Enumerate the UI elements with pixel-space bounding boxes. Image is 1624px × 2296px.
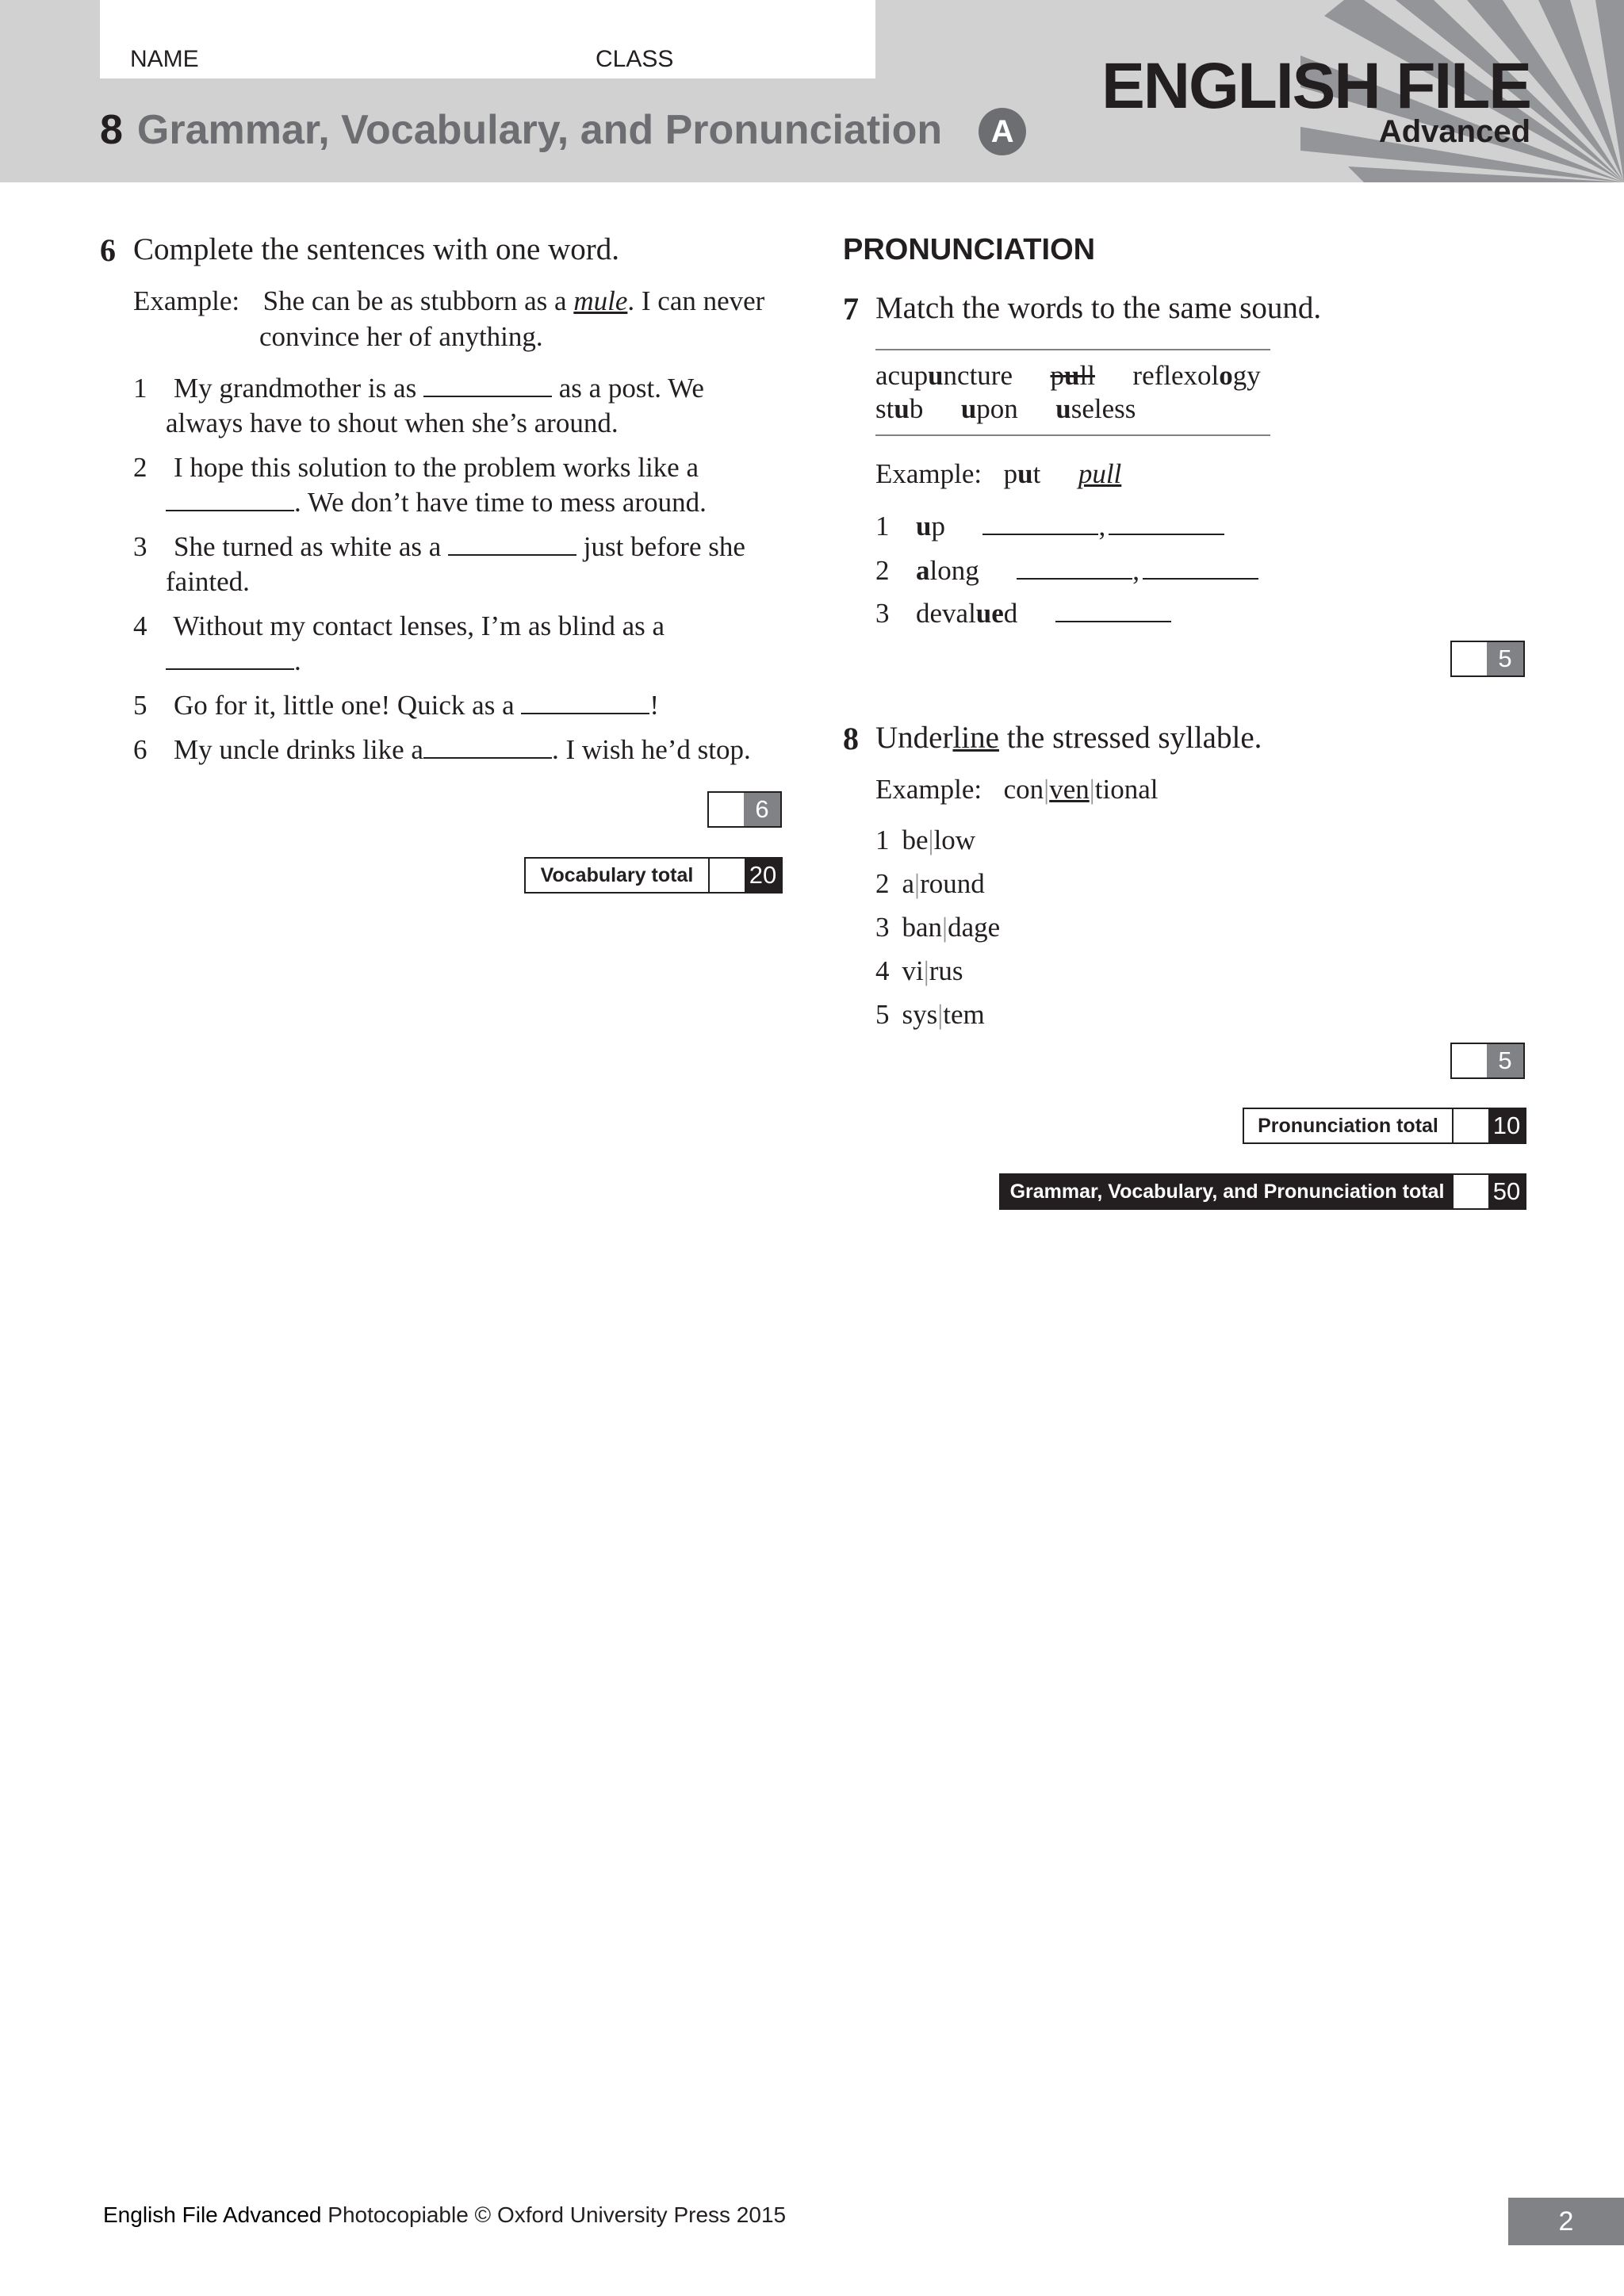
word-box-rule-top	[875, 349, 1270, 350]
word-stub: stub	[875, 393, 924, 424]
grand-total-label: Grammar, Vocabulary, and Pronunciation total	[1001, 1175, 1454, 1208]
answer-blank[interactable]	[1055, 599, 1171, 622]
example-line: Example: con|ven|tional	[875, 774, 1159, 805]
example-text-after: . I can never	[627, 285, 765, 316]
answer-blank[interactable]	[982, 511, 1098, 535]
footer-text: Photocopiable © Oxford University Press 2015	[321, 2202, 787, 2227]
example-text: She can be as stubborn as a	[262, 285, 567, 316]
item-text: I hope this solution to the problem works like a	[174, 452, 699, 483]
list-item	[133, 450, 699, 485]
example-line	[133, 284, 764, 319]
grand-total-max: 50	[1488, 1175, 1525, 1208]
answer-blank[interactable]	[521, 691, 649, 714]
item-word: along	[916, 555, 979, 586]
list-item-cont: always have to shout when she’s around.	[166, 408, 619, 438]
item-text: as a post. We	[558, 373, 704, 404]
answer-blank[interactable]	[166, 646, 294, 670]
example-word: put	[1003, 458, 1041, 489]
question-instruction: Underline the stressed syllable.	[875, 721, 1262, 755]
version-badge: A	[979, 108, 1026, 155]
item-text: Without my contact lenses, I’m as blind as a	[173, 610, 665, 641]
list-item: 5 sys|tem	[875, 999, 985, 1030]
syllable[interactable]: dage	[948, 912, 1001, 943]
answer-blank[interactable]	[1109, 511, 1224, 535]
answer-blank[interactable]	[448, 532, 576, 556]
name-label: NAME	[130, 46, 199, 72]
score-max: 5	[1487, 642, 1523, 675]
list-item	[133, 733, 751, 767]
word-box-rule-bottom	[875, 434, 1270, 436]
item-text: . I wish he’d stop.	[551, 734, 751, 765]
item-number: 3	[133, 531, 147, 562]
syllable: tional	[1094, 774, 1159, 805]
syllable[interactable]: low	[933, 825, 976, 855]
question-number: 8	[843, 721, 859, 756]
question-number: 6	[100, 232, 116, 268]
list-item	[133, 688, 659, 723]
item-text: Go for it, little one! Quick as a	[174, 690, 515, 721]
item-number: 2	[875, 555, 890, 586]
section-heading: PRONUNCIATION	[843, 233, 1096, 266]
answer-blank[interactable]	[423, 373, 552, 397]
example-answer: mule	[573, 285, 628, 316]
score-input[interactable]	[709, 793, 744, 826]
list-item-cont: fainted.	[166, 566, 250, 597]
word-acupuncture: acupuncture	[875, 360, 1013, 391]
vocabulary-total-box	[524, 857, 783, 894]
score-box	[1450, 641, 1525, 677]
item-number: 3	[875, 598, 890, 629]
score-max: 5	[1487, 1044, 1523, 1077]
list-item	[133, 530, 745, 564]
example-label: Example:	[875, 458, 982, 489]
word-reflexology: reflexology	[1132, 360, 1261, 391]
unit-number: 8	[100, 107, 123, 153]
name-class-strip	[100, 0, 875, 78]
page-header	[0, 0, 1624, 182]
item-word: up	[916, 511, 945, 541]
syllable: con	[1003, 774, 1044, 805]
item-number: 1	[875, 511, 890, 541]
list-item: 2 a|round	[875, 868, 985, 899]
word-box-row	[875, 358, 1261, 393]
score-input[interactable]	[1454, 1175, 1488, 1208]
syllable[interactable]: round	[920, 868, 985, 899]
item-word: devalued	[916, 598, 1018, 629]
item-text: . We don’t have time to mess around.	[294, 487, 707, 518]
example-answer: pull	[1078, 458, 1122, 489]
list-item: 3 ban|dage	[875, 912, 1001, 943]
example-line-2: convince her of anything.	[259, 321, 543, 352]
syllable[interactable]: a	[902, 868, 915, 899]
unit-title	[100, 106, 1026, 155]
footer-brand: English File Advanced	[103, 2202, 322, 2227]
brand-title: ENGLISH FILE	[1101, 50, 1530, 122]
item-text: just before she	[583, 531, 745, 562]
item-text: My uncle drinks like a	[174, 734, 423, 765]
list-item	[133, 371, 704, 406]
item-text: .	[294, 645, 301, 676]
item-text: !	[649, 690, 660, 721]
class-label: CLASS	[596, 46, 674, 72]
footer-copyright	[103, 2202, 786, 2228]
syllable[interactable]: sys	[902, 999, 938, 1030]
question-instruction: Match the words to the same sound.	[875, 291, 1322, 325]
answer-blank[interactable]	[423, 735, 552, 759]
vocabulary-total-max: 20	[745, 859, 781, 892]
word-pull-crossed: pull	[1050, 360, 1095, 391]
answer-blank[interactable]	[166, 488, 294, 511]
score-input[interactable]	[1452, 642, 1487, 675]
question-instruction: Complete the sentences with one word.	[133, 232, 620, 266]
brand-subtitle: Advanced	[1378, 114, 1530, 149]
item-number: 4	[133, 610, 147, 641]
pronunciation-total-label: Pronunciation total	[1244, 1109, 1454, 1142]
score-input[interactable]	[1452, 1044, 1487, 1077]
item-number: 2	[133, 452, 147, 483]
syllable[interactable]: tem	[943, 999, 985, 1030]
answer-blank[interactable]	[1143, 556, 1258, 580]
word-upon: upon	[960, 393, 1018, 424]
list-item: 1 be|low	[875, 825, 976, 855]
pronunciation-total-max: 10	[1488, 1109, 1525, 1142]
list-item: 4 vi|rus	[875, 955, 963, 986]
syllable[interactable]: vi	[902, 955, 924, 986]
item-text: My grandmother is as	[174, 373, 417, 404]
item-number: 1	[133, 373, 147, 404]
score-max: 6	[744, 793, 780, 826]
score-input[interactable]	[1454, 1109, 1488, 1142]
example-label: Example:	[875, 774, 982, 805]
answer-blank[interactable]	[1017, 556, 1132, 580]
item-number: 6	[133, 734, 147, 765]
syllable-stressed: ven	[1049, 774, 1090, 805]
list-item	[875, 596, 1171, 631]
score-box	[1450, 1043, 1525, 1079]
item-number: 5	[133, 690, 147, 721]
list-item: 2 along ,	[875, 553, 1258, 588]
grand-total-box	[999, 1173, 1526, 1210]
vocabulary-total-label: Vocabulary total	[526, 859, 710, 892]
example-line	[875, 457, 1121, 492]
item-text: She turned as white as a	[174, 531, 442, 562]
syllable[interactable]: rus	[929, 955, 963, 986]
list-item: 1 up ,	[875, 509, 1224, 544]
score-box	[707, 791, 782, 828]
score-input[interactable]	[710, 859, 745, 892]
word-box-row	[875, 392, 1136, 427]
unit-title-text: Grammar, Vocabulary, and Pronunciation	[136, 107, 943, 153]
list-item-cont	[166, 644, 301, 679]
list-item	[133, 609, 665, 644]
word-useless: useless	[1055, 393, 1136, 424]
pronunciation-total-box	[1243, 1108, 1526, 1144]
example-label: Example:	[133, 285, 240, 316]
list-item-cont	[166, 485, 707, 520]
syllable[interactable]: ban	[902, 912, 943, 943]
question-number: 7	[843, 291, 859, 327]
page-number: 2	[1508, 2198, 1624, 2245]
syllable[interactable]: be	[902, 825, 929, 855]
